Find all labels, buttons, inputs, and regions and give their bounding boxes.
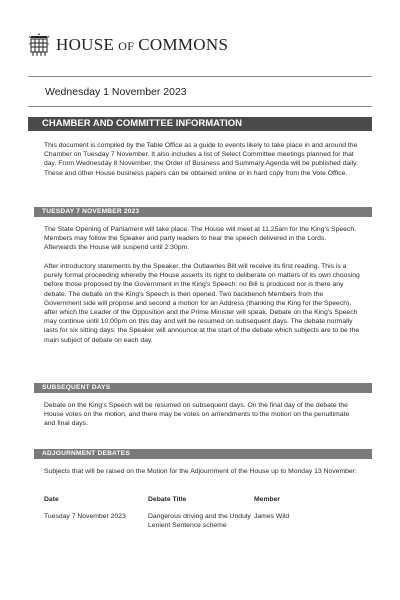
row-member: James Wild xyxy=(254,513,290,520)
bottom-divider xyxy=(28,106,372,107)
intro-paragraph: This document is compiled by the Table Office as a guide to events likely to take place in and around the Chamber on Tuesday 7 November. It also includes a list of Select Committee meetings planned for that day. From Wednesday 8 November, the Order of Business and Summary Agenda will be published daily. These and other House business papers can be obtained online or in hard copy from the Vote Office. xyxy=(44,142,358,177)
main-title: CHAMBER AND COMMITTEE INFORMATION xyxy=(28,117,372,131)
portcullis-icon xyxy=(28,32,50,58)
section-heading-subsequent: SUBSEQUENT DAYS xyxy=(34,383,372,393)
section-heading-tuesday: TUESDAY 7 NOVEMBER 2023 xyxy=(34,207,372,217)
column-header-title: Debate Title xyxy=(148,496,187,503)
publication-date: Wednesday 1 November 2023 xyxy=(45,86,187,98)
top-divider xyxy=(28,76,372,77)
subsequent-paragraph: Debate on the King's Speech will be resumed on subsequent days. On the final day of the debate the House votes on the motion, and there may be votes on amendments to the motion on the penultimate and final days. xyxy=(44,402,350,428)
tuesday-paragraph-1: The State Opening of Parliament will take place. The House will meet at 11.25am for the King's Speech. Members may follow the Speaker and party leaders to hear the speech delivered in the Lords. Afterwards the House will suspend until 2.30pm. xyxy=(44,226,356,252)
table-row xyxy=(44,512,360,530)
adjournment-paragraph: Subjects that will be raised on the Motion for the Adjournment of the House up to Monday 13 November: xyxy=(44,468,357,475)
org-name: HOUSE OF COMMONS xyxy=(56,35,229,54)
column-header-member: Member xyxy=(254,496,281,503)
adjournment-table xyxy=(44,496,360,530)
table-header xyxy=(44,496,360,503)
tuesday-paragraph-2: After introductory statements by the Speaker, the Outlawries Bill will receive its first reading. This is a purely formal proceeding whereby the House asserts its right to deliberate on matters of its own choosing before those proposed by the Government in the King's Speech: no Bill is produced nor is there any debate. The debate on the King's Speech is then opened. Two backbench Members from the Government side will propose and second a motion for an Address (thanking the King for the Speech), after which the Leader of the Opposition and the Prime Minister will speak. Debate on the King's Speech may continue until 10.00pm on this day and will be resumed on subsequent days. The debate normally lasts for six sitting days: the Speaker will announce at the start of the debate which subjects are to be the main subject of debate on each day. xyxy=(44,263,360,344)
column-header-date: Date xyxy=(44,496,59,503)
row-title: Dangerous driving and the Unduly Lenient Sentence scheme xyxy=(148,513,251,530)
row-date: Tuesday 7 November 2023 xyxy=(44,513,126,520)
section-heading-adjournment: ADJOURNMENT DEBATES xyxy=(34,449,372,459)
page-header xyxy=(28,30,228,60)
